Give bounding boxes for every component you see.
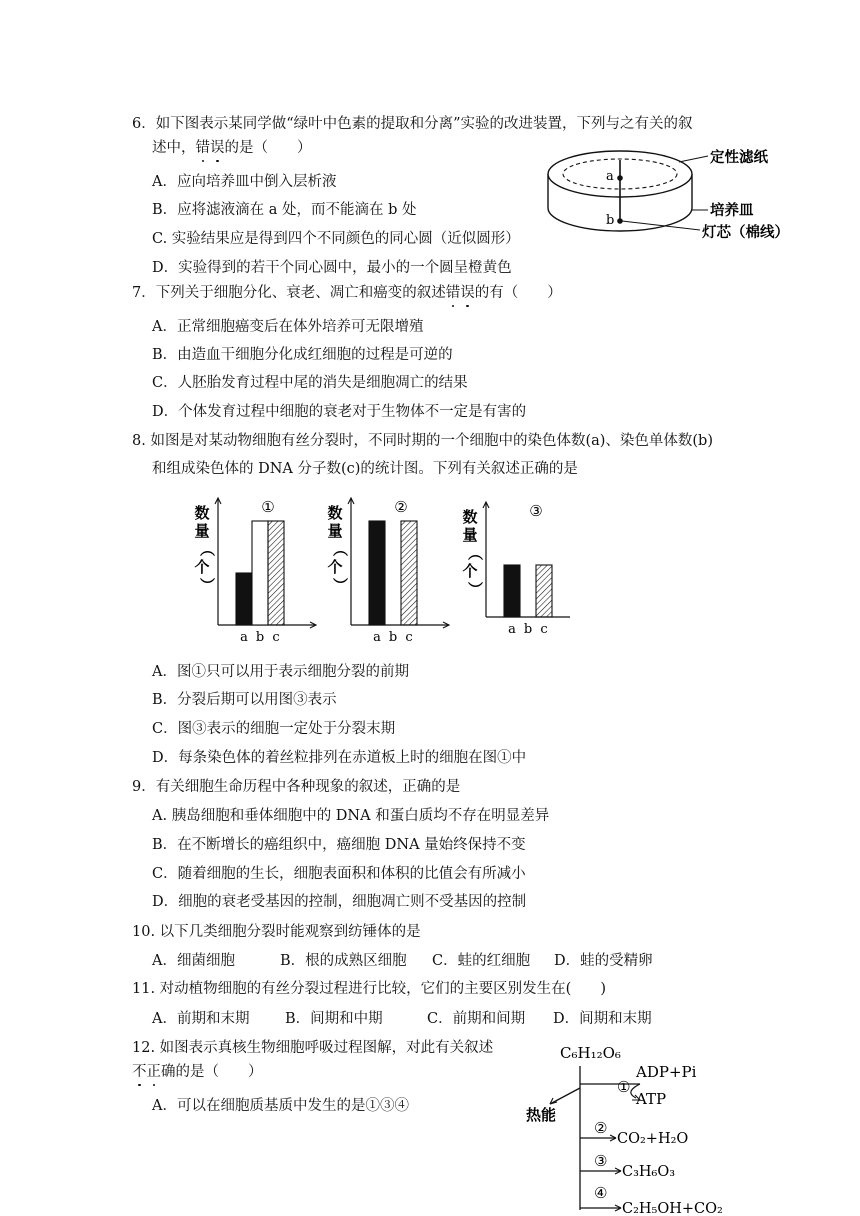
y-label-char: 个 xyxy=(462,562,478,580)
chromatography-apparatus-figure xyxy=(540,140,820,250)
q7-option-d: D．个体发育过程中细胞的衰老对于生物体不一定是有害的 xyxy=(152,404,527,420)
q10-option-c: C．蛙的红细胞 xyxy=(432,953,531,969)
q11-option-d: D．间期和末期 xyxy=(553,1011,652,1027)
y-label-char: 量 xyxy=(327,522,343,540)
glucose-label: C₆H₁₂O₆ xyxy=(560,1044,621,1062)
step-1-label: ① xyxy=(617,1078,631,1096)
q7-option-c: C．人胚胎发育过程中尾的消失是细胞凋亡的结果 xyxy=(152,375,468,391)
y-label-char: ） xyxy=(466,581,484,597)
y-label-char: 量 xyxy=(194,522,210,540)
y-label-char: 个 xyxy=(327,558,343,576)
q8-option-d: D．每条染色体的着丝粒排列在赤道板上时的细胞在图①中 xyxy=(152,750,527,766)
x-tick-label-c: c xyxy=(405,630,413,645)
product-2-label: CO₂+H₂O xyxy=(617,1131,689,1147)
q11-option-a: A．前期和末期 xyxy=(152,1011,250,1027)
wick-label: 灯芯（棉线） xyxy=(702,225,789,241)
q6-option-b: B．应将滤液滴在 a 处，而不能滴在 b 处 xyxy=(152,202,417,218)
q11-stem: 11. 对动植物细胞的有丝分裂过程进行比较，它们的主要区别发生在( ) xyxy=(132,981,606,997)
q11-option-c: C．前期和间期 xyxy=(427,1011,526,1027)
q9-option-c: C．随着细胞的生长，细胞表面积和体积的比值会有所减小 xyxy=(152,866,526,882)
q7-option-b: B．由造血干细胞分化成红细胞的过程是可逆的 xyxy=(152,347,453,363)
q11-option-b: B．间期和中期 xyxy=(285,1011,383,1027)
q10-option-d: D．蛙的受精卵 xyxy=(554,953,653,969)
step-4-label: ④ xyxy=(594,1184,608,1202)
atp-label: ATP xyxy=(636,1090,667,1108)
bar-c xyxy=(401,521,417,625)
step-3-label: ③ xyxy=(594,1152,608,1170)
q6-option-c: C. 实验结果应是得到四个不同颜色的同心圆（近似圆形） xyxy=(152,231,520,247)
q8-option-a: A．图①只可以用于表示细胞分裂的前期 xyxy=(152,664,409,680)
bar-chart-2 xyxy=(327,498,449,645)
q8-option-c: C．图③表示的细胞一定处于分裂末期 xyxy=(152,721,396,737)
y-label-char: 个 xyxy=(194,558,210,576)
y-label-char: 数 xyxy=(194,504,210,522)
x-tick-label-a: a xyxy=(508,622,516,637)
product-4-label: C₂H₅OH+CO₂ xyxy=(622,1201,723,1216)
x-tick-label-b: b xyxy=(523,622,533,637)
q7-option-a: A．正常细胞癌变后在体外培养可无限增殖 xyxy=(152,319,424,335)
dish-label: 培养皿 xyxy=(710,203,754,219)
y-label-char: （ xyxy=(331,541,349,557)
q10-option-a: A．细菌细胞 xyxy=(152,953,235,969)
x-tick-label-c: c xyxy=(272,630,280,645)
q12-option-a: A．可以在细胞质基质中发生的是①③④ xyxy=(152,1098,409,1114)
x-tick-label-b: b xyxy=(255,630,265,645)
q7-stem: 7．下列关于细胞分化、衰老、凋亡和癌变的叙述错误的有（ ） xyxy=(132,281,562,302)
step-2-label: ② xyxy=(594,1119,608,1137)
y-label-char: （ xyxy=(466,545,484,561)
q6-stem-line2: 述中，错误的是（ ） xyxy=(152,136,312,157)
adp-label: ADP+Pi xyxy=(636,1063,697,1081)
y-label-char: 量 xyxy=(462,526,478,544)
filter-paper-label: 定性滤纸 xyxy=(710,150,768,166)
y-label-char: （ xyxy=(198,541,216,557)
q9-stem: 9．有关细胞生命历程中各种现象的叙述，正确的是 xyxy=(132,779,461,795)
q6-stem-line1: 6．如下图表示某同学做“绿叶中色素的提取和分离”实验的改进装置，下列与之有关的叙 xyxy=(132,116,693,132)
y-label-char: 数 xyxy=(462,508,478,526)
bar-c xyxy=(536,565,552,617)
q9-option-d: D．细胞的衰老受基因的控制，细胞凋亡则不受基因的控制 xyxy=(152,894,527,910)
y-label-char: ） xyxy=(331,577,349,593)
q6-option-d: D．实验得到的若干个同心圆中，最小的一个圆呈橙黄色 xyxy=(152,260,512,276)
q10-option-b: B．根的成熟区细胞 xyxy=(280,953,407,969)
bar-a xyxy=(369,521,385,625)
bar-b xyxy=(252,521,268,625)
q9-option-b: B．在不断增长的癌组织中，癌细胞 DNA 量始终保持不变 xyxy=(152,837,526,853)
point-a-label: a xyxy=(606,169,614,184)
q6-option-a: A．应向培养皿中倒入层析液 xyxy=(152,174,337,190)
bar-a xyxy=(504,565,520,617)
q8-stem-line2: 和组成染色体的 DNA 分子数(c)的统计图。下列有关叙述正确的是 xyxy=(152,461,578,477)
y-label-char: ） xyxy=(198,577,216,593)
q8-option-b: B．分裂后期可以用图③表示 xyxy=(152,692,337,708)
q8-stem-line1: 8. 如图是对某动物细胞有丝分裂时，不同时期的一个细胞中的染色体数(a)、染色单体数(b) xyxy=(132,433,713,449)
q12-stem-line2: 不正确的是（ ） xyxy=(132,1060,263,1081)
respiration-diagram xyxy=(520,1036,750,1216)
x-tick-label-b: b xyxy=(388,630,398,645)
bar-chart-1 xyxy=(194,498,316,645)
q12-stem-line1: 12. 如图表示真核生物细胞呼吸过程图解，对此有关叙述 xyxy=(132,1040,494,1056)
product-3-label: C₃H₆O₃ xyxy=(622,1164,676,1180)
bar-c xyxy=(268,521,284,625)
chart-title: ③ xyxy=(529,502,543,520)
bar-a xyxy=(236,573,252,625)
y-label-char: 数 xyxy=(327,504,343,522)
x-tick-label-c: c xyxy=(540,622,548,637)
x-tick-label-a: a xyxy=(240,630,248,645)
chart-title: ① xyxy=(261,498,275,516)
cell-division-bar-charts xyxy=(190,490,570,650)
heat-label: 热能 xyxy=(526,1106,557,1124)
point-b-label: b xyxy=(606,213,615,228)
q10-stem: 10. 以下几类细胞分裂时能观察到纺锤体的是 xyxy=(132,924,421,940)
q9-option-a: A. 胰岛细胞和垂体细胞中的 DNA 和蛋白质均不存在明显差异 xyxy=(152,808,550,824)
chart-title: ② xyxy=(394,498,408,516)
x-tick-label-a: a xyxy=(373,630,381,645)
bar-chart-3 xyxy=(462,502,570,637)
